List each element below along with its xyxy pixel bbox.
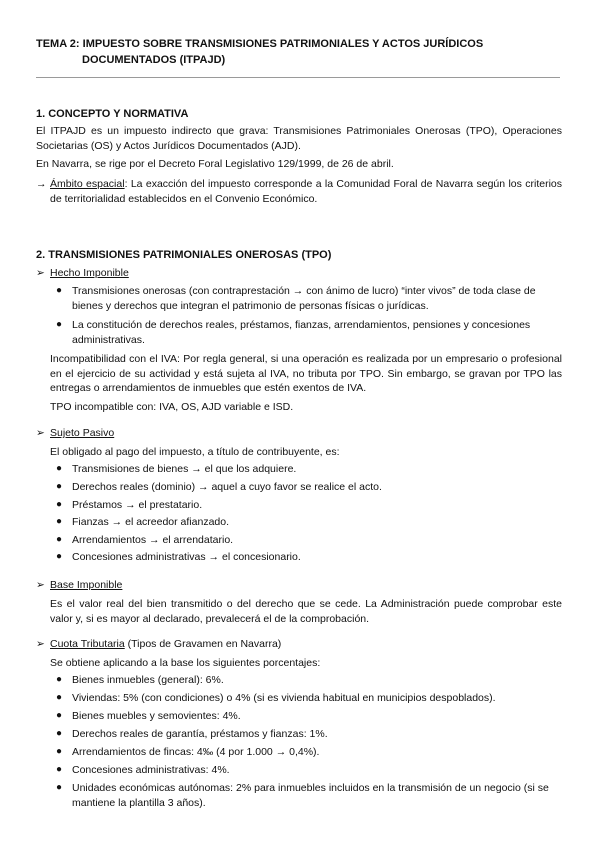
bullet-icon: ●: [56, 319, 63, 330]
incompatibilidad-iva: Incompatibilidad con el IVA: Por regla general, si una operación es realizada por un empresario o profesional en el ejercicio de su actividad y está sujeta al IVA, no tributa por TPO. Sin embargo, se gravan por TPO las entregas o arrendamientos de inmuebles que estén exentos de IVA.: [50, 353, 562, 394]
bullet-icon: ●: [56, 516, 63, 527]
bullet-icon: ●: [56, 782, 63, 793]
bullet-icon: ●: [56, 499, 63, 510]
document-title: [36, 36, 576, 68]
bullet-icon: ●: [56, 746, 63, 757]
ambito-espacial: [36, 177, 562, 206]
section-1-para-2: En Navarra, se rige por el Decreto Foral Legislativo 129/1999, de 26 de abril.: [36, 158, 394, 170]
list-item: ● Derechos reales de garantía, préstamos y fianzas: 1%.: [56, 728, 328, 740]
list-item: ● Transmisiones de bienes → el que los adquiere.: [56, 463, 297, 475]
list-item: ● Concesiones administrativas → el concesionario.: [56, 551, 301, 563]
arrowhead-bullet-icon: ➢: [36, 267, 45, 279]
bullet-icon: ●: [56, 481, 63, 492]
base-imponible-text: Es el valor real del bien transmitido o del derecho que se cede. La Administración puede comprobar este valor y, si es mayor al declarado, prevalecerá el de la comprobación.: [50, 598, 562, 625]
subheading-sujeto-pasivo: ➢ Sujeto Pasivo: [36, 427, 115, 439]
bullet-icon: ●: [56, 534, 63, 545]
section-2-heading: 2. TRANSMISIONES PATRIMONIALES ONEROSAS (TPO): [36, 249, 332, 261]
bullet-icon: ●: [56, 674, 63, 685]
section-1-para-1: El ITPAJD es un impuesto indirecto que grava: Transmisiones Patrimoniales Onerosas (TPO), Operaciones Societarias (OS) y Actos Jurídicos Documentados (AJD).: [36, 125, 562, 152]
title-line-2: DOCUMENTADOS (ITPAJD): [82, 54, 226, 66]
subheading-hecho-imponible: ➢ Hecho Imponible: [36, 267, 129, 279]
list-item: ● Derechos reales (dominio) → aquel a cuyo favor se realice el acto.: [56, 481, 382, 493]
list-item: ● Unidades económicas autónomas: 2% para inmuebles incluidos en la transmisión de un negocio (si se mantiene la plantilla 3 años).: [56, 782, 549, 809]
section-1-heading: 1. CONCEPTO Y NORMATIVA: [36, 108, 189, 120]
ambito-text: : La exacción del impuesto corresponde a la Comunidad Foral de Navarra según los criterios de territorialidad establecidos en el Convenio Económico.: [50, 178, 562, 205]
ambito-label: Ámbito espacial: [50, 178, 125, 190]
list-item: ● Fianzas → el acreedor afianzado.: [56, 516, 230, 528]
list-item: ● Arrendamientos de fincas: 4‰ (4 por 1.000 → 0,4%).: [56, 746, 320, 758]
bullet-icon: ●: [56, 285, 63, 296]
bullet-icon: ●: [56, 551, 63, 562]
title-divider: [36, 77, 560, 78]
arrow-icon: →: [36, 178, 47, 190]
list-item: ● La constitución de derechos reales, préstamos, fianzas, arrendamientos, pensiones y concesiones administrativas.: [56, 319, 531, 346]
sujeto-intro: El obligado al pago del impuesto, a título de contribuyente, es:: [50, 446, 340, 458]
arrowhead-bullet-icon: ➢: [36, 638, 45, 650]
arrowhead-bullet-icon: ➢: [36, 427, 45, 439]
list-item: ● Arrendamientos → el arrendatario.: [56, 534, 234, 546]
list-item: ● Transmisiones onerosas (con contraprestación → con ánimo de lucro) “inter vivos” de toda clase de bienes y derechos que integran el patrimonio de personas físicas o jurídicas.: [56, 285, 536, 312]
bullet-icon: ●: [56, 692, 63, 703]
cuota-intro: Se obtiene aplicando a la base los siguientes porcentajes:: [50, 657, 321, 669]
subheading-base-imponible: ➢ Base Imponible: [36, 579, 123, 591]
title-line-1: TEMA 2: IMPUESTO SOBRE TRANSMISIONES PATRIMONIALES Y ACTOS JURÍDICOS: [36, 38, 484, 50]
bullet-icon: ●: [56, 710, 63, 721]
arrowhead-bullet-icon: ➢: [36, 579, 45, 591]
list-item: ● Bienes inmuebles (general): 6%.: [56, 674, 224, 686]
subheading-cuota-tributaria: ➢ Cuota Tributaria (Tipos de Gravamen en Navarra): [36, 638, 282, 650]
bullet-icon: ●: [56, 728, 63, 739]
bullet-icon: ●: [56, 764, 63, 775]
list-item: ● Préstamos → el prestatario.: [56, 499, 203, 511]
list-item: ● Concesiones administrativas: 4%.: [56, 764, 230, 776]
tpo-incompatible: TPO incompatible con: IVA, OS, AJD variable e ISD.: [50, 401, 294, 413]
list-item: ● Bienes muebles y semovientes: 4%.: [56, 710, 241, 722]
list-item: ● Viviendas: 5% (con condiciones) o 4% (si es vivienda habitual en municipios despoblados).: [56, 692, 496, 704]
bullet-icon: ●: [56, 463, 63, 474]
